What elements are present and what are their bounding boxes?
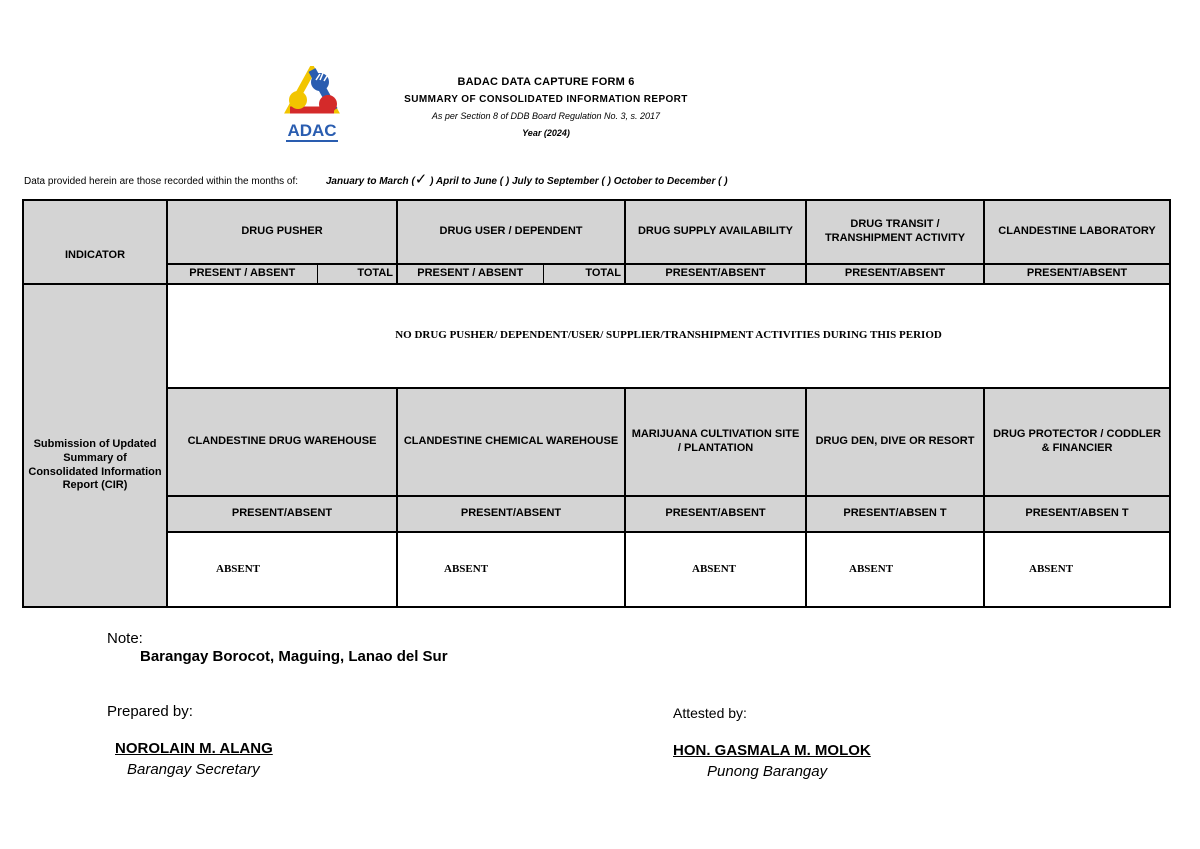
form-regulation: As per Section 8 of DDB Board Regulation No. 3, s. 2017 — [431, 111, 661, 121]
cir-summary-table — [22, 199, 1171, 608]
checkmark-icon: ✓ — [414, 171, 428, 188]
attested-by-label: Attested by: — [673, 705, 747, 721]
period-q1: January to March ( — [325, 176, 415, 187]
barangay-location: Barangay Borocot, Maguing, Lanao del Sur — [140, 648, 448, 665]
pa-label: PRESENT/ABSEN T — [806, 496, 984, 532]
sub-present-absent: PRESENT / ABSENT — [167, 264, 317, 284]
sub-total: TOTAL — [317, 264, 397, 284]
header-drug-user: DRUG USER / DEPENDENT — [397, 200, 625, 264]
attester-name: HON. GASMALA M. MOLOK — [673, 742, 871, 759]
header-marijuana-cultivation: MARIJUANA CULTIVATION SITE / PLANTATION — [625, 388, 806, 496]
pa-label: PRESENT/ABSENT — [397, 496, 625, 532]
header-clandestine-lab: CLANDESTINE LABORATORY — [984, 200, 1170, 264]
value-absent: ABSENT — [625, 532, 806, 607]
preparer-name: NOROLAIN M. ALANG — [115, 740, 273, 757]
value-absent: ABSENT — [167, 532, 397, 607]
indicator-header: INDICATOR — [23, 200, 167, 284]
pa-label: PRESENT/ABSENT — [167, 496, 397, 532]
period-q2: ) April to June ( ) — [430, 176, 510, 187]
no-activity-banner: NO DRUG PUSHER/ DEPENDENT/USER/ SUPPLIER/TRANSHIPMENT ACTIVITIES DURING THIS PERIOD — [167, 284, 1170, 388]
header-drug-pusher: DRUG PUSHER — [167, 200, 397, 264]
form-subtitle: SUMMARY OF CONSOLIDATED INFORMATION REPORT — [404, 94, 688, 105]
adac-hands-icon — [272, 66, 352, 146]
prepared-by-label: Prepared by: — [107, 703, 193, 720]
sub-total: TOTAL — [543, 264, 625, 284]
value-absent: ABSENT — [984, 532, 1170, 607]
adac-logo — [272, 66, 352, 146]
header-drug-protector: DRUG PROTECTOR / CODDLER & FINANCIER — [984, 388, 1170, 496]
header-drug-transit: DRUG TRANSIT / TRANSHIPMENT ACTIVITY — [806, 200, 984, 264]
period-intro: Data provided herein are those recorded within the months of: — [24, 176, 299, 187]
header-drug-supply: DRUG SUPPLY AVAILABILITY — [625, 200, 806, 264]
form-title: BADAC DATA CAPTURE FORM 6 — [457, 76, 635, 88]
sub-present-absent: PRESENT/ABSENT — [625, 264, 806, 284]
preparer-title: Barangay Secretary — [127, 761, 260, 778]
reporting-period — [24, 170, 728, 188]
side-label: Submission of Updated Summary of Consolidated Information Report (CIR) — [23, 284, 167, 607]
attester-title: Punong Barangay — [707, 763, 828, 780]
value-absent: ABSENT — [806, 532, 984, 607]
note-label: Note: — [107, 630, 143, 647]
pa-label: PRESENT/ABSEN T — [984, 496, 1170, 532]
sub-present-absent: PRESENT/ABSENT — [806, 264, 984, 284]
period-q4: October to December ( ) — [613, 176, 728, 187]
header-drug-den: DRUG DEN, DIVE OR RESORT — [806, 388, 984, 496]
form-year: Year (2024) — [522, 128, 570, 138]
period-q3: July to September ( ) — [512, 176, 611, 187]
sub-present-absent: PRESENT / ABSENT — [397, 264, 543, 284]
pa-label: PRESENT/ABSENT — [625, 496, 806, 532]
value-absent: ABSENT — [397, 532, 625, 607]
header-clandestine-drug-warehouse: CLANDESTINE DRUG WAREHOUSE — [167, 388, 397, 496]
header-clandestine-chemical-warehouse: CLANDESTINE CHEMICAL WAREHOUSE — [397, 388, 625, 496]
sub-present-absent: PRESENT/ABSENT — [984, 264, 1170, 284]
svg-text:ADAC: ADAC — [287, 121, 337, 140]
